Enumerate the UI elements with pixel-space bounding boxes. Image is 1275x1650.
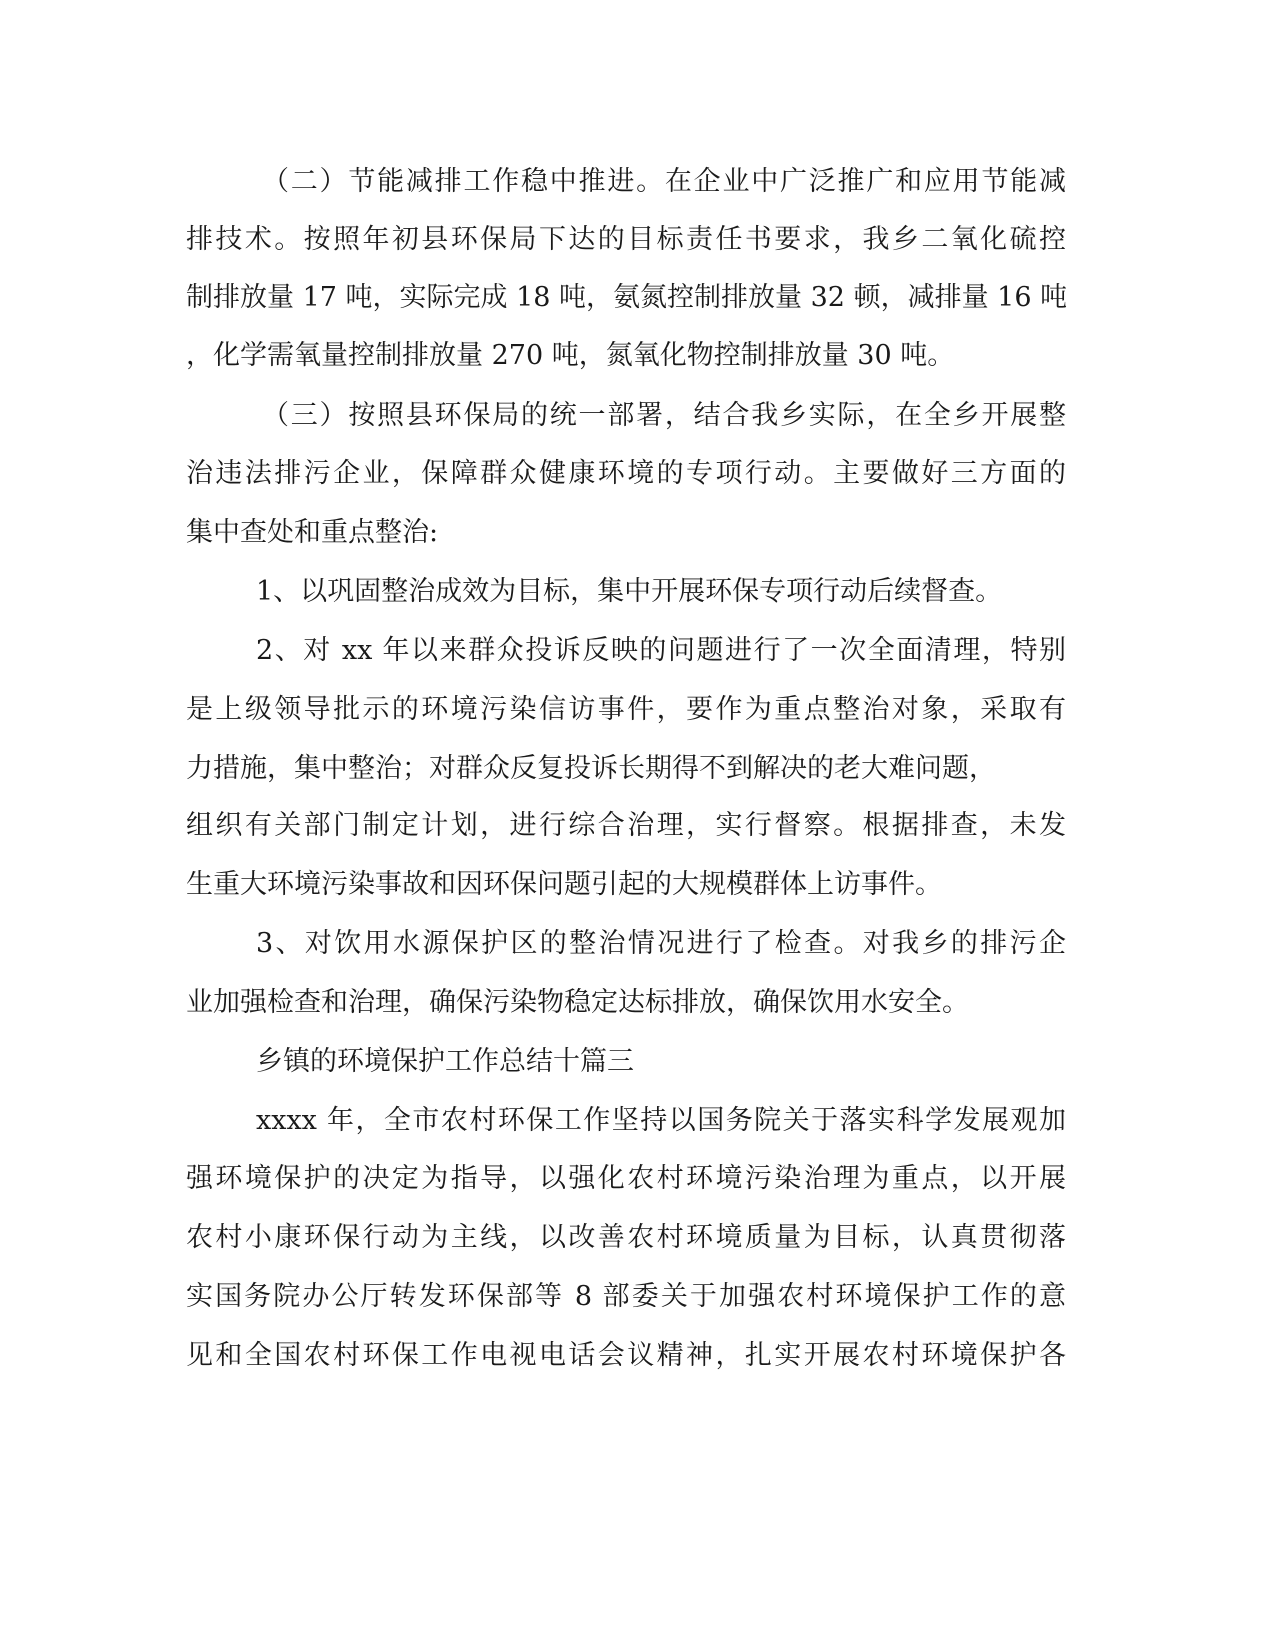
text-line: （三）按照县环保局的统一部署，结合我乡实际，在全乡开展整 bbox=[262, 400, 1066, 431]
text-line: 是上级领导批示的环境污染信访事件，要作为重点整治对象，采取有 bbox=[186, 694, 1066, 725]
text-line: 强环境保护的决定为指导，以强化农村环境污染治理为重点，以开展 bbox=[186, 1163, 1066, 1194]
text-line: 见和全国农村环保工作电视电话会议精神，扎实开展农村环境保护各 bbox=[186, 1340, 1066, 1371]
text-line: 业加强检查和治理，确保污染物稳定达标排放，确保饮用水安全。 bbox=[186, 987, 969, 1018]
text-line: 3、对饮用水源保护区的整治情况进行了检查。对我乡的排污企 bbox=[256, 928, 1066, 959]
text-line: 2、对 xx 年以来群众投诉反映的问题进行了一次全面清理，特别 bbox=[256, 635, 1066, 666]
text-line: 力措施，集中整治；对群众反复投诉长期得不到解决的老大难问题， bbox=[186, 753, 996, 784]
section-heading: 乡镇的环境保护工作总结十篇三 bbox=[256, 1046, 634, 1077]
text-line: xxxx 年，全市农村环保工作坚持以国务院关于落实科学发展观加 bbox=[256, 1105, 1066, 1136]
text-line: 排技术。按照年初县环保局下达的目标责任书要求，我乡二氧化硫控 bbox=[186, 224, 1066, 255]
text-line: 组织有关部门制定计划，进行综合治理，实行督察。根据排查，未发 bbox=[186, 810, 1066, 841]
text-line: 农村小康环保行动为主线，以改善农村环境质量为目标，认真贯彻落 bbox=[186, 1222, 1066, 1253]
text-line: 1、以巩固整治成效为目标，集中开展环保专项行动后续督查。 bbox=[256, 576, 1003, 607]
text-line: 治违法排污企业，保障群众健康环境的专项行动。主要做好三方面的 bbox=[186, 458, 1066, 489]
text-line: 生重大环境污染事故和因环保问题引起的大规模群体上访事件。 bbox=[186, 869, 942, 900]
text-line: 实国务院办公厅转发环保部等 8 部委关于加强农村环境保护工作的意 bbox=[186, 1281, 1066, 1312]
text-line: ，化学需氧量控制排放量 270 吨，氮氧化物控制排放量 30 吨。 bbox=[186, 340, 955, 371]
text-line: 集中查处和重点整治: bbox=[186, 517, 439, 548]
text-line: （二）节能减排工作稳中推进。在企业中广泛推广和应用节能减 bbox=[262, 166, 1066, 197]
text-line: 制排放量 17 吨，实际完成 18 吨，氨氮控制排放量 32 顿，减排量 16 吨 bbox=[186, 282, 1068, 313]
